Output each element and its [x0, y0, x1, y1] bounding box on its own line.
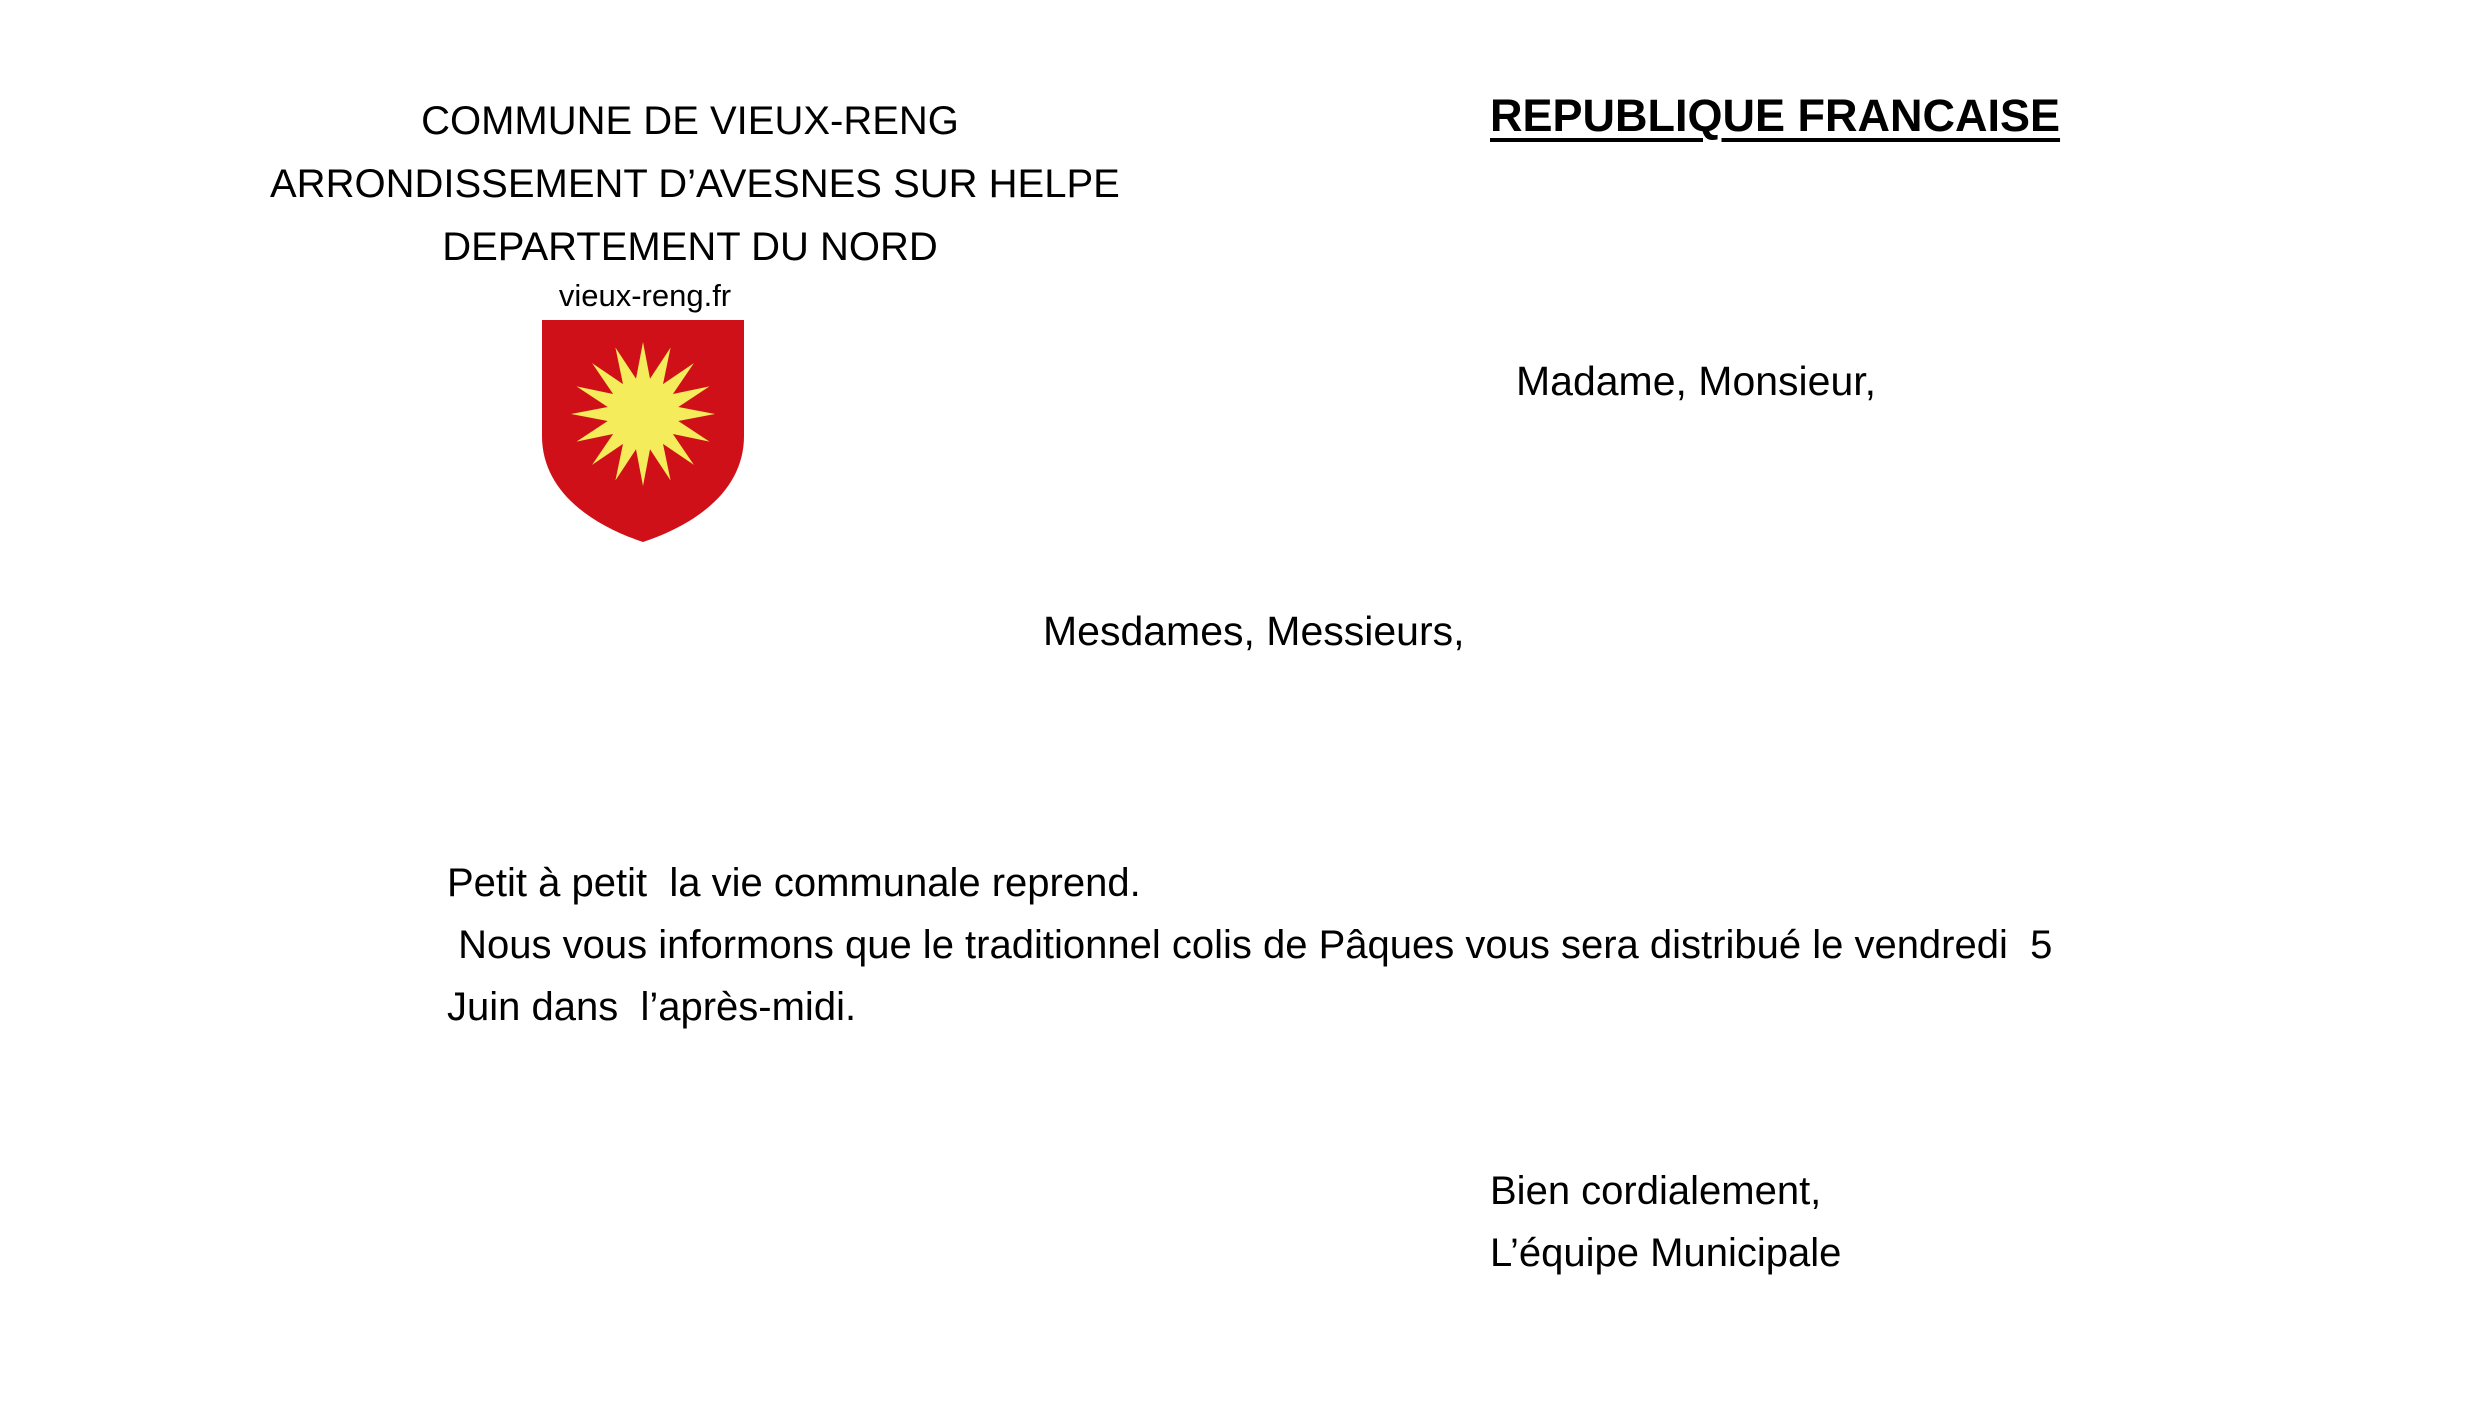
body-line-3: Juin dans l’après-midi. [447, 985, 857, 1029]
departement-name: DEPARTEMENT DU NORD [442, 225, 938, 269]
commune-header [270, 90, 1120, 279]
arrondissement-name: ARRONDISSEMENT D’AVESNES SUR HELPE [270, 162, 1120, 206]
letter-closing [1490, 1160, 1841, 1284]
commune-name: COMMUNE DE VIEUX-RENG [421, 99, 959, 143]
signature: L’équipe Municipale [1490, 1231, 1842, 1275]
body-line-2: Nous vous informons que le traditionnel colis de Pâques vous sera distribué le vendredi 5 [447, 923, 2053, 967]
letter-body [447, 852, 2167, 1038]
salutation-plural: Mesdames, Messieurs, [1043, 608, 1465, 654]
closing-phrase: Bien cordialement, [1490, 1169, 1822, 1213]
republique-title: REPUBLIQUE FRANCAISE [1490, 90, 2061, 141]
website-label: vieux-reng.fr [558, 278, 732, 313]
sun-coat-of-arms-icon [540, 318, 746, 544]
salutation-individual: Madame, Monsieur, [1516, 358, 1877, 404]
body-line-1: Petit à petit la vie communale reprend. [447, 861, 1141, 905]
